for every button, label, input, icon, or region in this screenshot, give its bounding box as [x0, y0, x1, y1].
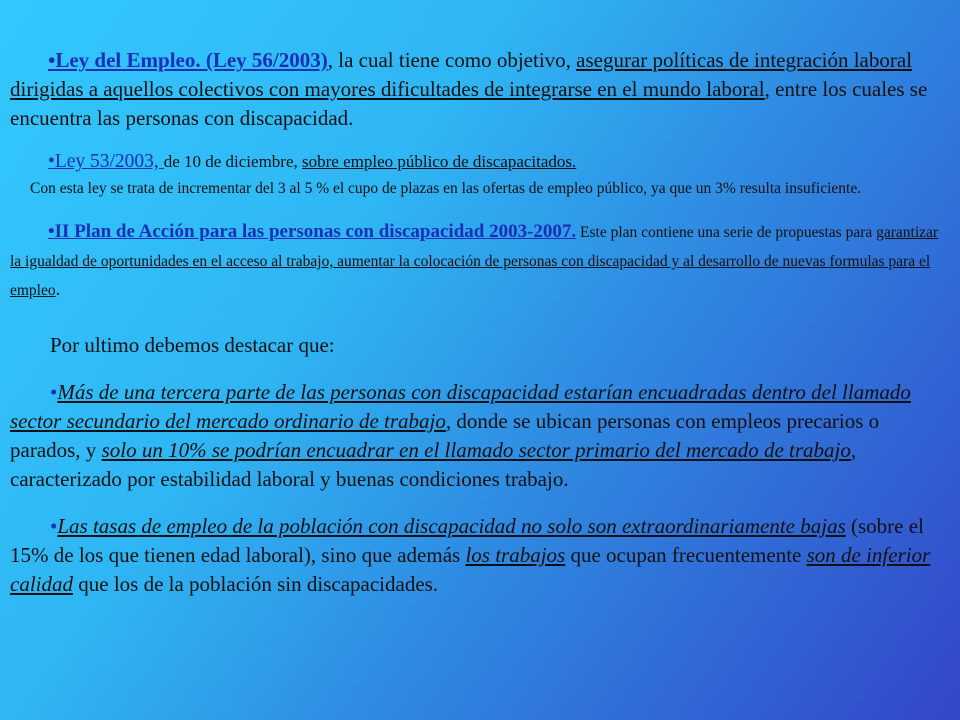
italic-underlined-text: los trabajos: [465, 543, 566, 567]
bullet: •: [50, 514, 58, 538]
bullet: •: [50, 380, 58, 404]
link-plan-accion[interactable]: •II Plan de Acción para las personas con discapacidad 2003-2007.: [48, 221, 577, 242]
text: , caracterizado por estabilidad laboral y buenas condiciones trabajo.: [10, 438, 857, 491]
text: Con esta ley se trata de incrementar del 3 al 5 % el cupo de plazas en las ofertas de empleo público, ya que un 3% resulta insuficiente.: [30, 180, 862, 197]
link-ley-56-2003[interactable]: •Ley del Empleo. (Ley 56/2003): [48, 48, 328, 72]
italic-underlined-text: Más de una tercera parte de las personas con discapacidad estarían encuadradas dentro del llamado sector secundario del mercado ordinario de trabajo: [10, 380, 911, 433]
text: , entre los cuales se encuentra las personas con discapacidad.: [10, 77, 928, 130]
paragraph-ley-53-detail: [10, 177, 945, 201]
paragraph-plan-accion: [10, 218, 945, 305]
text: (sobre el 15% de los que tienen edad laboral), sino que además: [10, 514, 924, 567]
text: .: [55, 279, 61, 300]
text: Por ultimo debemos destacar que:: [50, 333, 335, 357]
text: Este plan contiene una serie de propuestas para: [576, 224, 877, 241]
text: que ocupan frecuentemente: [565, 543, 807, 567]
paragraph-tasas-empleo: [10, 512, 945, 599]
underlined-text: garantizar la igualdad de oportunidades en el acceso al trabajo, aumentar la colocación de personas con discapacidad y al desarrollo de nuevas formulas para el empleo: [10, 224, 939, 299]
slide-content: [10, 46, 945, 599]
text: que los de la población sin discapacidades.: [73, 572, 439, 596]
paragraph-ley-empleo: [10, 46, 945, 133]
paragraph-tercera-parte: [10, 378, 945, 494]
italic-underlined-text: son de inferior calidad: [10, 543, 931, 596]
text: de 10 de diciembre,: [163, 152, 302, 171]
paragraph-conclusion-intro: [10, 331, 945, 360]
underlined-text: asegurar políticas de integración laboral dirigidas a aquellos colectivos con mayores dificultades de integrarse en el mundo laboral: [10, 48, 913, 101]
italic-underlined-text: solo un 10% se podrían encuadrar en el llamado sector primario del mercado de trabajo: [101, 438, 851, 462]
text: , la cual tiene como objetivo,: [327, 48, 577, 72]
italic-underlined-text: Las tasas de empleo de la población con discapacidad no solo son extraordinariamente bajas: [57, 514, 846, 538]
text: , donde se ubican personas con empleos precarios o parados, y: [10, 409, 880, 462]
paragraph-ley-53-2003: [10, 149, 945, 175]
underlined-text: sobre empleo público de discapacitados.: [302, 152, 577, 171]
link-ley-53-2003[interactable]: •Ley 53/2003,: [48, 151, 164, 172]
